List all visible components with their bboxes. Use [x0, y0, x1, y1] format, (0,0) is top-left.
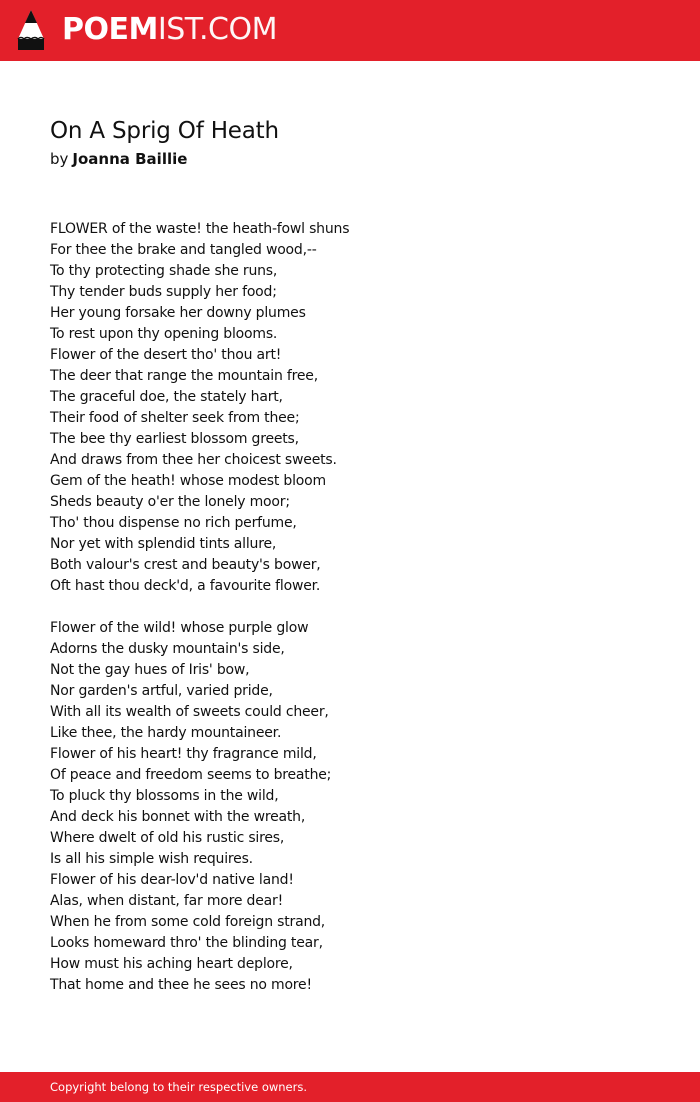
poem-line: Nor yet with splendid tints allure, [50, 536, 277, 552]
copyright-text: Copyright belong to their respective owners. [50, 1080, 308, 1094]
poem-line: When he from some cold foreign strand, [50, 914, 326, 930]
poem-line: Looks homeward thro' the blinding tear, [50, 935, 323, 951]
poem-line: Where dwelt of old his rustic sires, [50, 830, 285, 846]
poem-line: Flower of the wild! whose purple glow [50, 620, 309, 636]
poem-line: And deck his bonnet with the wreath, [50, 809, 306, 825]
poem-title: On A Sprig Of Heath [50, 118, 279, 144]
author-name: Joanna Baillie [72, 150, 188, 168]
poem-line: Both valour's crest and beauty's bower, [50, 557, 321, 573]
poem-body [50, 219, 650, 1017]
poem-line: Sheds beauty o'er the lonely moor; [50, 494, 290, 510]
poem-line: Is all his simple wish requires. [50, 851, 253, 867]
poem-line: To pluck thy blossoms in the wild, [50, 788, 279, 804]
poem-line: Oft hast thou deck'd, a favourite flower. [50, 578, 321, 594]
poem-byline [50, 148, 187, 170]
poem-line: For thee the brake and tangled wood,-- [50, 242, 317, 258]
poem-line: Her young forsake her downy plumes [50, 305, 306, 321]
poem-line: Not the gay hues of Iris' bow, [50, 662, 250, 678]
poem-line: The bee thy earliest blossom greets, [50, 431, 299, 447]
brand-light-text: IST.COM [157, 12, 277, 47]
poem-line: With all its wealth of sweets could cheer, [50, 704, 329, 720]
poem-line: Tho' thou dispense no rich perfume, [50, 515, 297, 531]
poem-line: Adorns the dusky mountain's side, [50, 641, 285, 657]
poem-line: Flower of his heart! thy fragrance mild, [50, 746, 317, 762]
brand-bold-text: POEM [62, 12, 158, 47]
poem-stanza [50, 219, 650, 597]
poem-line: The deer that range the mountain free, [50, 368, 318, 384]
site-footer [0, 1072, 700, 1102]
pencil-tip-icon[interactable] [17, 9, 45, 51]
site-logo-text[interactable] [62, 11, 277, 49]
poem-line: Gem of the heath! whose modest bloom [50, 473, 326, 489]
poem-stanza [50, 618, 650, 996]
poem-line: FLOWER of the waste! the heath-fowl shuns [50, 221, 350, 237]
poem-line: Their food of shelter seek from thee; [50, 410, 300, 426]
poem-line: To rest upon thy opening blooms. [50, 326, 278, 342]
poem-line: Like thee, the hardy mountaineer. [50, 725, 282, 741]
poem-line: Flower of the desert tho' thou art! [50, 347, 282, 363]
poem-line: To thy protecting shade she runs, [50, 263, 278, 279]
poem-line: Flower of his dear-lov'd native land! [50, 872, 294, 888]
by-label: by [50, 150, 69, 168]
poem-line: Of peace and freedom seems to breathe; [50, 767, 332, 783]
poem-line: Thy tender buds supply her food; [50, 284, 277, 300]
poem-line: And draws from thee her choicest sweets. [50, 452, 337, 468]
poem-line: Nor garden's artful, varied pride, [50, 683, 273, 699]
poem-line: How must his aching heart deplore, [50, 956, 293, 972]
poem-line: Alas, when distant, far more dear! [50, 893, 283, 909]
poem-line: That home and thee he sees no more! [50, 977, 312, 993]
poem-line: The graceful doe, the stately hart, [50, 389, 283, 405]
site-header [0, 0, 700, 61]
